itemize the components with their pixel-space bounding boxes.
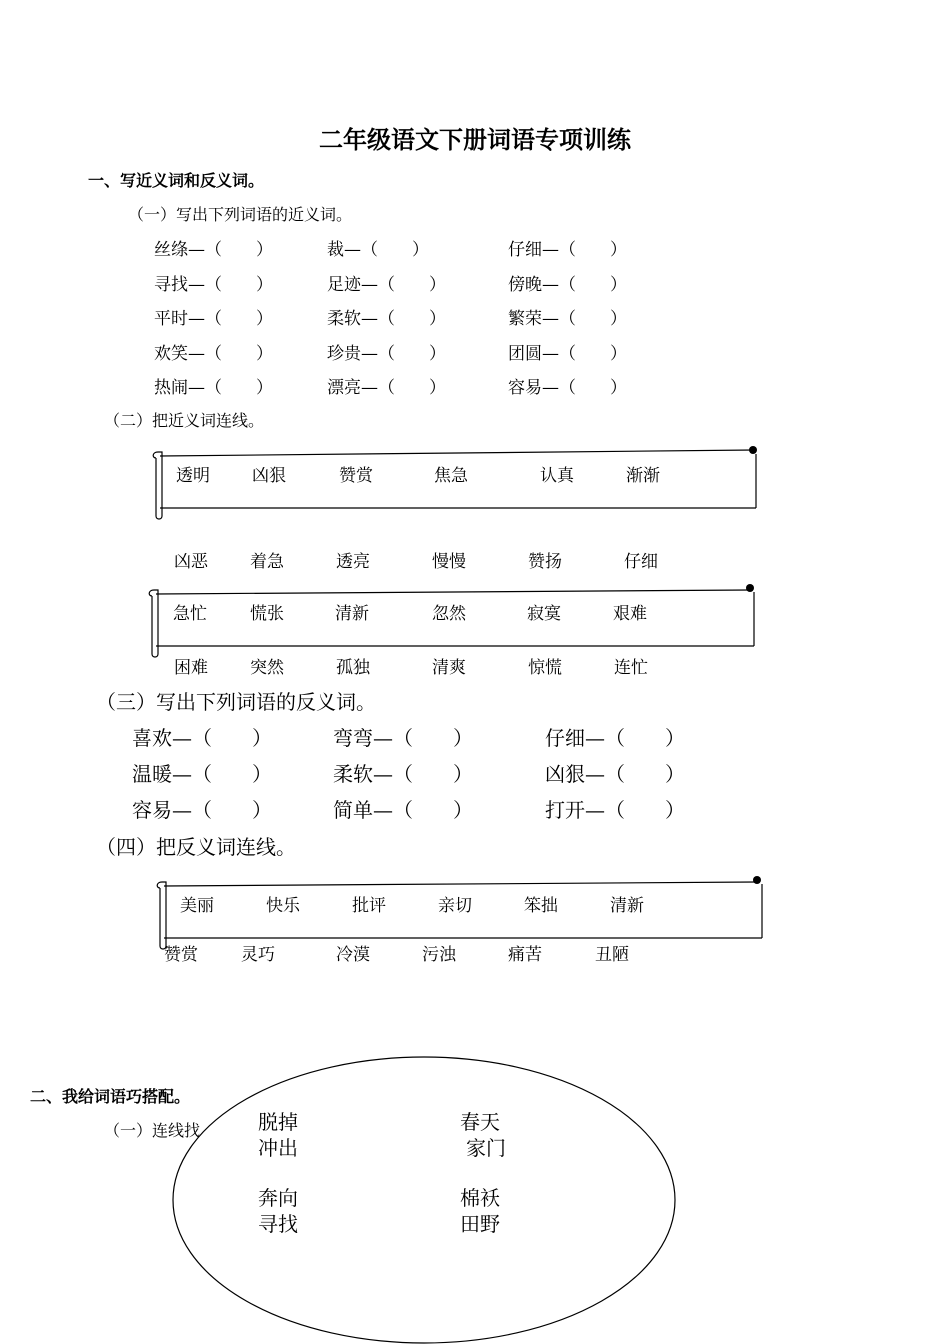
word-below4: 丑陋 xyxy=(595,945,629,965)
word-box2: 艰难 xyxy=(613,604,647,624)
oval-word-right: 田野 xyxy=(460,1212,500,1236)
word-below2: 突然 xyxy=(250,658,284,678)
synonym-item: 柔软—（ ） xyxy=(327,309,446,329)
word-box2: 慌张 xyxy=(250,604,284,624)
word-box4: 美丽 xyxy=(180,896,214,916)
synonym-item: 漂亮—（ ） xyxy=(327,378,446,398)
synonym-item: 热闹—（ ） xyxy=(154,378,273,398)
word-below2: 连忙 xyxy=(614,658,648,678)
word-below4: 痛苦 xyxy=(508,945,542,965)
word-below1: 赞扬 xyxy=(528,552,562,572)
oval-word-left: 奔向 xyxy=(258,1186,298,1210)
antonym-item: 容易—（ ） xyxy=(132,798,272,822)
word-below2: 孤独 xyxy=(336,658,370,678)
synonym-item: 足迹—（ ） xyxy=(327,275,446,295)
word-below2: 清爽 xyxy=(432,658,466,678)
antonym-item: 喜欢—（ ） xyxy=(132,726,272,750)
section1-heading: 一、写近义词和反义词。 xyxy=(88,171,265,190)
word-below1: 着急 xyxy=(250,552,284,572)
word-box1: 认真 xyxy=(540,466,574,486)
synonym-item: 仔细—（ ） xyxy=(508,240,627,260)
word-below4: 灵巧 xyxy=(241,945,275,965)
synonym-item: 丝绦—（ ） xyxy=(154,240,273,260)
word-box1: 凶狠 xyxy=(252,466,286,486)
word-box2: 忽然 xyxy=(432,604,466,624)
word-box4: 亲切 xyxy=(438,896,472,916)
synonym-item: 容易—（ ） xyxy=(508,378,627,398)
antonym-item: 弯弯—（ ） xyxy=(333,726,473,750)
word-box2: 寂寞 xyxy=(527,604,561,624)
word-below1: 慢慢 xyxy=(432,552,466,572)
word-box1: 透明 xyxy=(176,466,210,486)
section2-heading: 二、我给词语巧搭配。 xyxy=(30,1087,191,1106)
oval-word-right: 棉袄 xyxy=(460,1186,500,1210)
word-box1: 渐渐 xyxy=(626,466,660,486)
antonym-item: 凶狠—（ ） xyxy=(545,762,685,786)
word-box2: 清新 xyxy=(335,604,369,624)
oval-word-left: 冲出 xyxy=(258,1136,298,1160)
word-box1: 焦急 xyxy=(434,466,468,486)
part2-label: （二）把近义词连线。 xyxy=(104,411,265,430)
word-below1: 透亮 xyxy=(336,552,370,572)
word-below2: 困难 xyxy=(174,658,208,678)
synonym-item: 寻找—（ ） xyxy=(154,275,273,295)
part4-label: （四）把反义词连线。 xyxy=(96,835,296,859)
word-box4: 批评 xyxy=(352,896,386,916)
synonym-item: 傍晚—（ ） xyxy=(508,275,627,295)
word-below4: 赞赏 xyxy=(164,945,198,965)
antonym-item: 柔软—（ ） xyxy=(333,762,473,786)
antonym-item: 仔细—（ ） xyxy=(545,726,685,750)
word-below1: 凶恶 xyxy=(174,552,208,572)
oval-word-left: 寻找 xyxy=(258,1212,298,1236)
antonym-item: 打开—（ ） xyxy=(545,798,685,822)
oval-word-right: 春天 xyxy=(460,1110,500,1134)
oval-frame xyxy=(172,1056,678,1344)
oval-word-right: 家门 xyxy=(466,1136,506,1160)
word-box1: 赞赏 xyxy=(339,466,373,486)
synonym-item: 团圆—（ ） xyxy=(508,344,627,364)
word-below1: 仔细 xyxy=(624,552,658,572)
word-box2: 急忙 xyxy=(173,604,207,624)
synonym-item: 裁—（ ） xyxy=(327,240,429,260)
section2-part1-label: （一）连线找 xyxy=(104,1121,201,1140)
antonym-item: 温暖—（ ） xyxy=(132,762,272,786)
oval-word-left: 脱掉 xyxy=(258,1110,298,1134)
word-below4: 冷漠 xyxy=(336,945,370,965)
synonym-item: 珍贵—（ ） xyxy=(327,344,446,364)
word-box4: 清新 xyxy=(610,896,644,916)
page-title: 二年级语文下册词语专项训练 xyxy=(319,126,631,154)
word-below4: 污浊 xyxy=(422,945,456,965)
word-below2: 惊慌 xyxy=(528,658,562,678)
synonym-item: 繁荣—（ ） xyxy=(508,309,627,329)
word-box4: 快乐 xyxy=(266,896,300,916)
part1-label: （一）写出下列词语的近义词。 xyxy=(128,205,353,224)
synonym-item: 平时—（ ） xyxy=(154,309,273,329)
part3-label: （三）写出下列词语的反义词。 xyxy=(96,690,376,714)
synonym-item: 欢笑—（ ） xyxy=(154,344,273,364)
antonym-item: 简单—（ ） xyxy=(333,798,473,822)
word-box4: 笨拙 xyxy=(524,896,558,916)
